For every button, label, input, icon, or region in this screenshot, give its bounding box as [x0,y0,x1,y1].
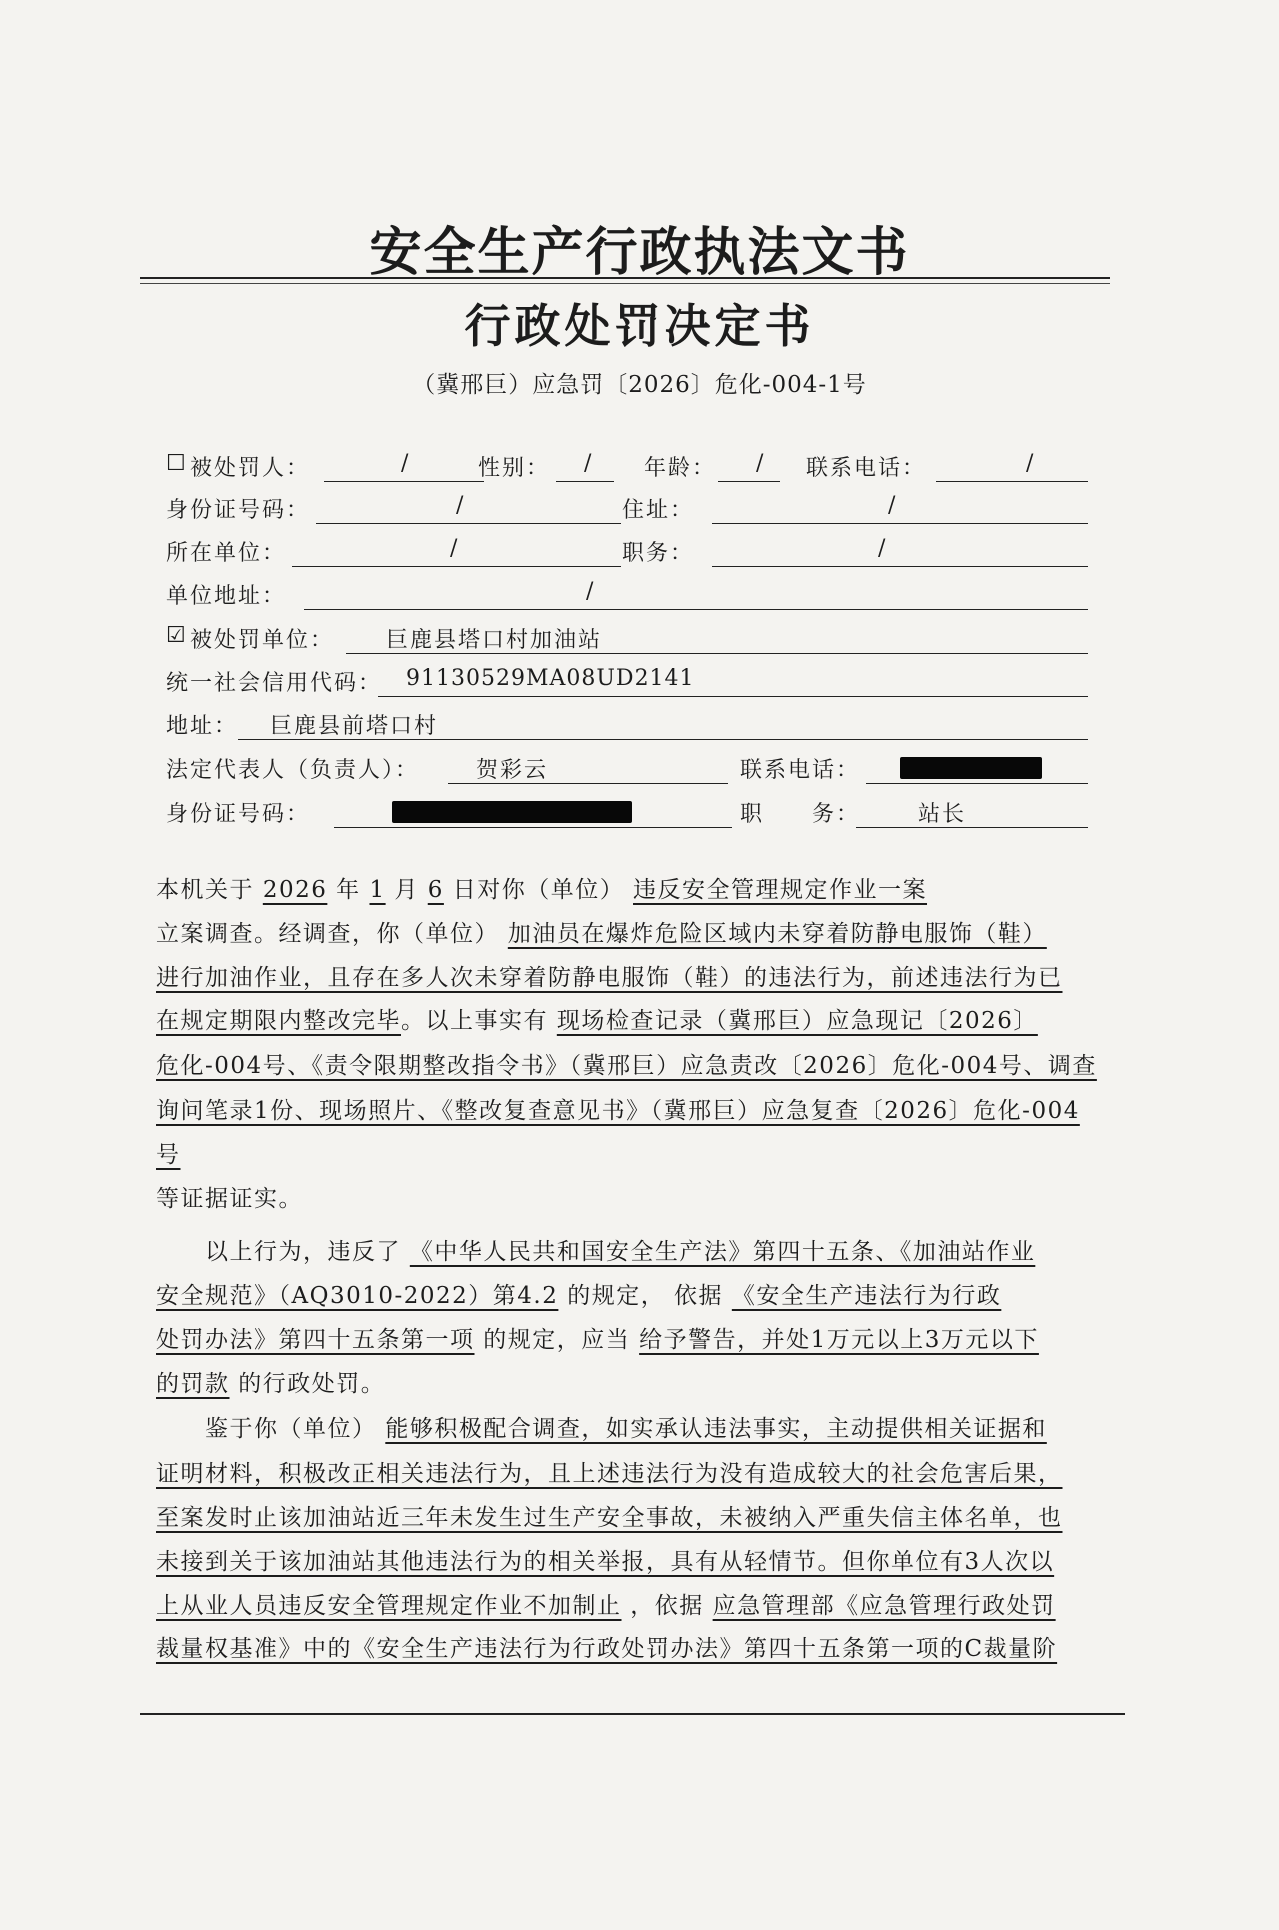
filled-text: 在规定期限内整改完毕 [156,1008,401,1034]
rep-phone-line [866,783,1088,784]
body-line [156,1317,1106,1363]
body-text: 。以上事实有 [401,1008,557,1034]
body-text: 以上行为，违反了 [156,1239,410,1265]
id-value: / [456,493,466,518]
row-individual-id [166,489,1091,527]
body-line [156,911,1106,957]
body-line [156,1539,1106,1585]
label-credit-code: 统一社会信用代码： [166,671,383,696]
label-employer-address: 单位地址： [166,584,287,609]
body-line [156,1451,1106,1497]
body-text: 等证据证实。 [156,1186,303,1212]
filled-text: 号 [156,1142,181,1168]
title-rule-thin [140,283,1110,284]
address-line [712,523,1088,524]
body-line [156,1132,1106,1178]
filled-text: 《安全生产违法行为行政 [731,1283,1002,1309]
employer-line [292,566,621,567]
label-representative: 法定代表人（负责人）： [166,758,420,783]
label-rep-id: 身份证号码： [166,802,311,827]
body-text: 鉴于你（单位） [156,1416,386,1442]
filled-text: 安全规范》（AQ3010-2022）第4.2 [156,1283,559,1309]
age-value: / [756,451,766,476]
body-line [156,955,1106,1001]
filled-text: 上从业人员违反安全管理规定作业不加制止 [156,1593,622,1619]
row-representative [166,749,1091,787]
row-unit-name [166,619,1091,657]
row-individual-employer-address [166,575,1091,613]
filled-text: 证明材料，积极改正相关违法行为，且上述违法行为没有造成较大的社会危害后果， [156,1461,1063,1487]
body-line [156,867,1106,913]
gender-line [556,481,614,482]
rep-value: 贺彩云 [476,758,549,783]
body-line [156,998,1106,1044]
position-line [712,566,1088,567]
filled-text: 未接到关于该加油站其他违法行为的相关举报，具有从轻情节。但你单位有3人次以 [156,1549,1055,1575]
person-line [324,481,484,482]
filled-text: 进行加油作业，且存在多人次未穿着防静电服饰（鞋）的违法行为，前述违法行为已 [156,965,1063,991]
body-text: 立案调查。经调查，你（单位） [156,921,508,947]
body-line [156,1088,1106,1134]
age-line [718,481,780,482]
body-line [156,1229,1106,1275]
label-rep-position: 职 务： [740,802,861,827]
gender-value: / [584,451,594,476]
document-number: （冀邢巨）应急罚〔2026〕危化-004-1号 [412,372,867,398]
id-line [316,523,621,524]
body-text: 的规定，应当 [474,1327,640,1353]
position-value: / [878,536,888,561]
rep-id-line [334,827,732,828]
label-phone: 联系电话： [806,456,927,481]
body-text: 年 [327,877,370,903]
label-age: 年龄： [644,456,717,481]
label-employer: 所在单位： [166,541,287,566]
filled-text: 的罚款 [156,1371,230,1397]
row-individual-basic [166,447,1091,485]
unit-checkbox[interactable]: ☑ [166,623,188,648]
phone-value: / [1026,451,1036,476]
body-text: 的行政处罚。 [229,1371,386,1397]
filled-text: 能够积极配合调查，如实承认违法事实，主动提供相关证据和 [385,1416,1047,1442]
row-rep-id [166,793,1091,831]
body-text: 日对你（单位） [443,877,634,903]
body-line [156,1495,1106,1541]
label-unit-address: 地址： [166,714,239,739]
rep-position-line [856,827,1088,828]
filled-text: 至案发时止该加油站近三年未发生过生产安全事故，未被纳入严重失信主体名单，也 [156,1505,1063,1531]
employer-address-line [304,609,1088,610]
credit-line [378,696,1088,697]
body-line [156,1043,1106,1089]
rep-position-value: 站长 [918,802,967,827]
body-text: 本机关于 [156,877,263,903]
redacted-id [392,801,632,823]
address-value: / [888,493,898,518]
row-credit-code [166,662,1091,700]
filled-text: 加油员在爆炸危险区域内未穿着防静电服饰（鞋） [507,921,1047,947]
body-line [156,1626,1106,1672]
body-text: 的规定， 依据 [558,1283,732,1309]
unit-name-value: 巨鹿县塔口村加油站 [386,628,603,653]
employer-value: / [450,536,460,561]
title-rule [140,277,1110,279]
filled-text: 裁量权基准》中的《安全生产违法行为行政处罚办法》第四十五条第一项的C裁量阶 [156,1636,1058,1662]
filled-text: 违反安全管理规定作业一案 [633,877,928,903]
label-id: 身份证号码： [166,498,311,523]
label-position: 职务： [622,541,695,566]
phone-line [936,481,1088,482]
filled-text: 2026 [262,877,328,903]
body-text: 月 [385,877,428,903]
document-subtitle: 行政处罚决定书 [464,299,815,353]
label-rep-phone: 联系电话： [740,758,861,783]
row-unit-address [166,705,1091,743]
individual-checkbox[interactable]: ☐ [166,451,188,476]
body-line [156,1406,1106,1452]
credit-code-value: 91130529MA08UD2141 [406,666,695,691]
redacted-phone [900,757,1042,779]
label-gender: 性别： [478,456,551,481]
label-address: 住址： [622,498,695,523]
unit-address-value: 巨鹿县前塔口村 [270,714,439,739]
filled-text: 现场检查记录（冀邢巨）应急现记〔2026〕 [556,1008,1038,1034]
filled-text: 询问笔录1份、现场照片、《整改复查意见书》（冀邢巨）应急复查〔2026〕危化-004 [156,1098,1080,1124]
document-title: 安全生产行政执法文书 [369,223,910,283]
filled-text: 应急管理部《应急管理行政处罚 [712,1593,1056,1619]
filled-text: 危化-004号、《责令限期整改指令书》（冀邢巨）应急责改〔2026〕危化-004号、调查 [156,1053,1097,1079]
body-text: ，依据 [621,1593,713,1619]
body-line [156,1176,1106,1222]
filled-text: 《中华人民共和国安全生产法》第四十五条、《加油站作业 [409,1239,1036,1265]
filled-text: 处罚办法》第四十五条第一项 [156,1327,475,1353]
row-individual-employer [166,532,1091,570]
label-unit: 被处罚单位： [190,628,335,653]
filled-text: 6 [427,877,444,903]
filled-text: 给予警告，并处1万元以上3万元以下 [639,1327,1039,1353]
body-line [156,1273,1106,1319]
filled-text: 1 [369,877,386,903]
employer-address-value: / [586,579,596,604]
body-line [156,1583,1106,1629]
bottom-rule [140,1713,1125,1715]
body-line [156,1361,1106,1407]
label-person: 被处罚人： [190,456,311,481]
person-value: / [401,451,411,476]
